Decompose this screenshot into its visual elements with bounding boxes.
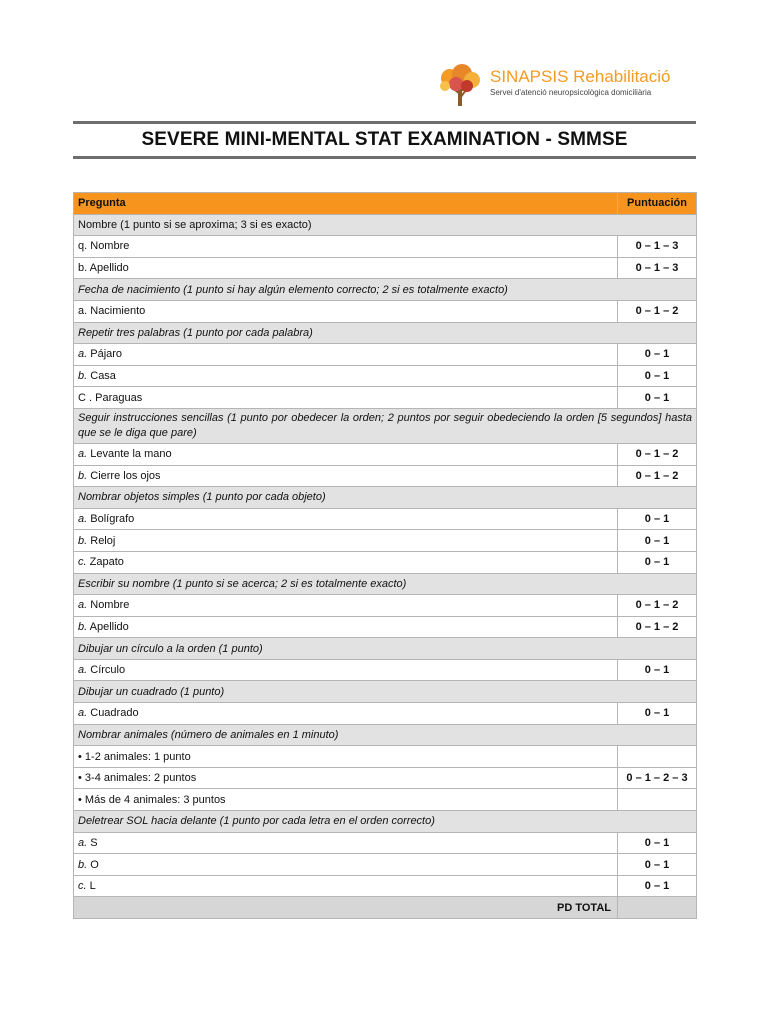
table-row [74, 832, 697, 854]
item-prefix: q. [78, 240, 88, 253]
item-score: 0 – 1 [618, 508, 697, 530]
section-row [74, 279, 697, 301]
item-cell [74, 387, 618, 409]
item-prefix: c. [78, 556, 87, 569]
table-row [74, 746, 697, 768]
item-cell [74, 703, 618, 725]
section-row [74, 811, 697, 833]
item-cell [74, 465, 618, 487]
section-row [74, 487, 697, 509]
header-question: Pregunta [74, 193, 618, 215]
item-text: Paraguas [95, 391, 143, 404]
table-row [74, 257, 697, 279]
table-body [74, 214, 697, 918]
item-prefix: b. [78, 620, 88, 633]
item-cell [74, 832, 618, 854]
document-title: SEVERE MINI-MENTAL STAT EXAMINATION - SMMSE [141, 129, 628, 150]
item-text: Apellido [89, 620, 129, 633]
item-cell [74, 300, 618, 322]
logo-title: SINAPSIS Rehabilitació [490, 67, 671, 86]
table-row [74, 443, 697, 465]
table-row [74, 616, 697, 638]
item-score: 0 – 1 [618, 854, 697, 876]
total-value[interactable] [618, 897, 697, 919]
item-cell [74, 659, 618, 681]
item-text: Apellido [89, 262, 129, 275]
item-prefix: C . [78, 391, 93, 404]
item-text: Cuadrado [90, 707, 139, 720]
item-cell [74, 365, 618, 387]
item-cell [74, 257, 618, 279]
item-cell [74, 767, 618, 789]
table-row [74, 595, 697, 617]
item-score: 0 – 1 [618, 387, 697, 409]
item-score: 0 – 1 [618, 875, 697, 897]
section-row [74, 322, 697, 344]
item-text: Bolígrafo [90, 513, 135, 526]
item-score: 0 – 1 [618, 659, 697, 681]
item-text: Pájaro [90, 348, 123, 361]
section-label: Nombrar objetos simples (1 punto por cada objeto) [74, 487, 697, 509]
table-row [74, 789, 697, 811]
item-score: 0 – 1 – 2 [618, 595, 697, 617]
table-row [74, 465, 697, 487]
item-prefix: a. [78, 305, 88, 318]
item-score: 0 – 1 [618, 365, 697, 387]
section-label: Dibujar un círculo a la orden (1 punto) [74, 638, 697, 660]
item-text: 1-2 animales: 1 punto [84, 750, 191, 763]
item-text: Levante la mano [90, 448, 172, 461]
item-text: Círculo [90, 664, 126, 677]
item-prefix: a. [78, 836, 88, 849]
item-text: Más de 4 animales: 3 puntos [84, 793, 226, 806]
item-prefix: c. [78, 880, 87, 893]
item-cell [74, 746, 618, 768]
item-cell [74, 236, 618, 258]
item-prefix: • [78, 772, 82, 785]
item-text: 3-4 animales: 2 puntos [84, 772, 197, 785]
item-prefix: a. [78, 599, 88, 612]
item-text: Casa [90, 370, 116, 383]
item-score: 0 – 1 – 2 [618, 443, 697, 465]
section-row [74, 638, 697, 660]
item-cell [74, 854, 618, 876]
item-score: 0 – 1 [618, 344, 697, 366]
table-row [74, 659, 697, 681]
section-label: Dibujar un cuadrado (1 punto) [74, 681, 697, 703]
item-prefix: b. [78, 534, 88, 547]
table-row [74, 530, 697, 552]
item-prefix: a. [78, 448, 88, 461]
section-row [74, 573, 697, 595]
item-score: 0 – 1 – 2 [618, 616, 697, 638]
table-row [74, 365, 697, 387]
item-cell [74, 344, 618, 366]
item-text: S [90, 836, 98, 849]
item-prefix: • [78, 750, 82, 763]
item-prefix: a. [78, 664, 88, 677]
title-rule-bottom [73, 156, 696, 159]
item-score: 0 – 1 [618, 551, 697, 573]
header-score: Puntuación [618, 193, 697, 215]
item-cell [74, 551, 618, 573]
item-text: O [90, 858, 99, 871]
section-row [74, 681, 697, 703]
table-row [74, 703, 697, 725]
table-row [74, 767, 697, 789]
table-row [74, 344, 697, 366]
item-score: 0 – 1 [618, 530, 697, 552]
item-score: 0 – 1 – 3 [618, 236, 697, 258]
item-prefix: b. [78, 262, 88, 275]
item-cell [74, 616, 618, 638]
item-prefix: • [78, 793, 82, 806]
item-prefix: b. [78, 469, 88, 482]
item-prefix: a. [78, 513, 88, 526]
logo-subtitle: Servei d'atenció neuropsicològica domiciliària [490, 88, 652, 97]
total-label: PD TOTAL [74, 897, 618, 919]
item-score: 0 – 1 – 2 – 3 [618, 767, 697, 789]
item-cell [74, 789, 618, 811]
table-row [74, 387, 697, 409]
item-score [618, 746, 697, 768]
item-score: 0 – 1 – 2 [618, 300, 697, 322]
table-row [74, 508, 697, 530]
item-text: Nombre [90, 240, 130, 253]
item-text: Reloj [90, 534, 116, 547]
item-score: 0 – 1 [618, 703, 697, 725]
table-row [74, 551, 697, 573]
section-label: Deletrear SOL hacia delante (1 punto por cada letra en el orden correcto) [74, 811, 697, 833]
table-header-row [74, 193, 697, 215]
section-label: Repetir tres palabras (1 punto por cada palabra) [74, 322, 697, 344]
item-cell [74, 595, 618, 617]
section-row [74, 214, 697, 236]
item-text: Cierre los ojos [90, 469, 161, 482]
tree-logo-icon [436, 64, 484, 108]
item-prefix: b. [78, 370, 88, 383]
section-label: Nombre (1 punto si se aproxima; 3 si es exacto) [74, 214, 697, 236]
item-score: 0 – 1 [618, 832, 697, 854]
table-row [74, 236, 697, 258]
table-row [74, 875, 697, 897]
item-cell [74, 508, 618, 530]
item-cell [74, 530, 618, 552]
sinapsis-logo [436, 64, 686, 108]
section-label: Escribir su nombre (1 punto si se acerca; 2 si es totalmente exacto) [74, 573, 697, 595]
item-text: Nombre [90, 599, 130, 612]
item-cell [74, 443, 618, 465]
smmse-table [73, 192, 697, 919]
item-text: Nacimiento [90, 305, 146, 318]
item-score [618, 789, 697, 811]
section-row [74, 724, 697, 746]
section-label: Fecha de nacimiento (1 punto si hay algún elemento correcto; 2 si es totalmente exacto) [74, 279, 697, 301]
item-text: L [89, 880, 96, 893]
table-row [74, 300, 697, 322]
table-row [74, 854, 697, 876]
item-score: 0 – 1 – 2 [618, 465, 697, 487]
item-score: 0 – 1 – 3 [618, 257, 697, 279]
item-prefix: b. [78, 858, 88, 871]
total-row [74, 897, 697, 919]
item-text: Zapato [89, 556, 124, 569]
section-row [74, 408, 697, 443]
section-label: Seguir instrucciones sencillas (1 punto por obedecer la orden; 2 puntos por seguir obedeciendo la orden [5 segundos] hasta que se le diga que pare) [74, 408, 697, 443]
section-label: Nombrar animales (número de animales en 1 minuto) [74, 724, 697, 746]
item-prefix: a. [78, 707, 88, 720]
item-cell [74, 875, 618, 897]
item-prefix: a. [78, 348, 88, 361]
